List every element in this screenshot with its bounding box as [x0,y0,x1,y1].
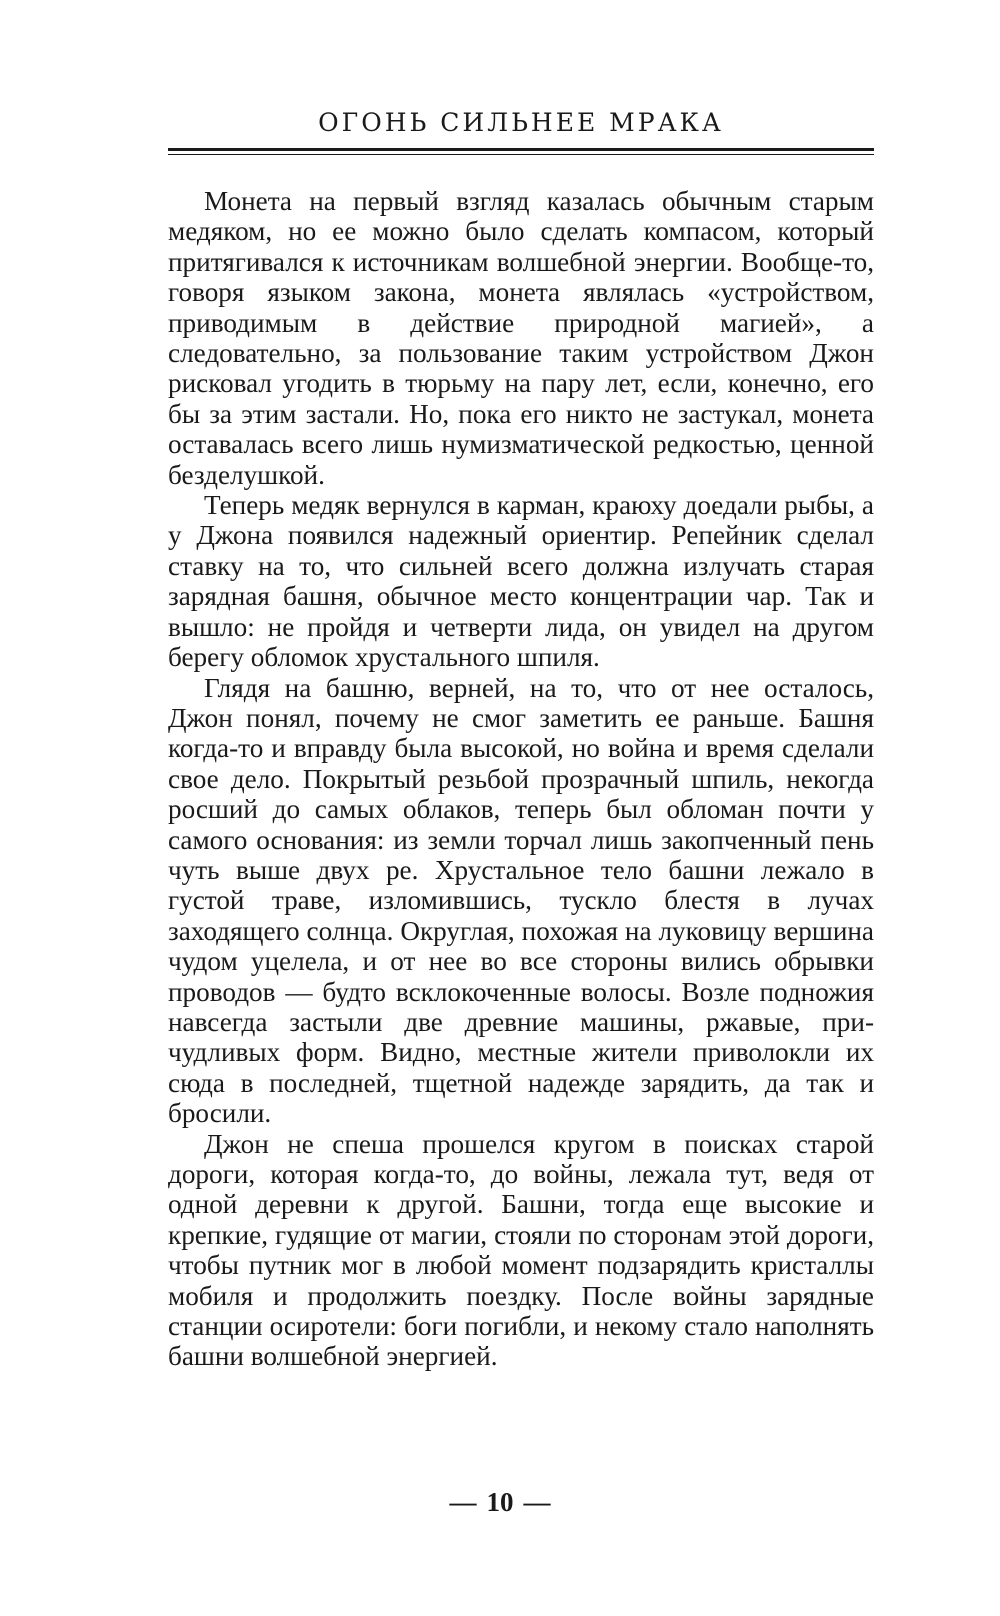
page-number: 10 [486,1487,514,1517]
folio-dash-left: — [449,1487,477,1517]
page-folio [0,1487,1000,1518]
header-rule-thick [168,148,874,151]
running-title: ОГОНЬ СИЛЬНЕЕ МРАКА [318,108,724,137]
folio-dash-right: — [523,1487,551,1517]
body-text [168,186,874,1372]
paragraph: Монета на первый взгляд казалась обычным старым медяком, но ее можно было сделать компасом, который притягивался к источникам волшебной энергии. Вообще-то, говоря языком закона, монета являлась «устройством, приводимым в действие природной магией», а следовательно, за пользование таким устройством Джон рисковал угодить в тюрьму на пару лет, если, конечно, его бы за этим застали. Но, пока его никто не застукал, монета оставалась всего лишь нумизматической редкостью, ценной безделушкой. [168,186,874,490]
paragraph: Теперь медяк вернулся в карман, краюху доедали рыбы, а у Джона появился надежный ориентир. Репейник сделал ставку на то, что сильней всего должна излучать старая зарядная башня, обычное место концентрации чар. Так и вышло: не пройдя и четверти лида, он увидел на другом берегу обломок хрустального шпиля. [168,490,874,673]
paragraph: Джон не спеша прошелся кругом в поисках старой дороги, которая когда-то, до войны, лежала тут, ведя от одной деревни к другой. Башни, тогда еще высокие и крепкие, гудящие от магии, стояли по сторонам этой дороги, чтобы путник мог в любой момент подзарядить кристаллы мобиля и продолжить поездку. После войны зарядные станции осиротели: боги погибли, и некому стало наполнять башни волшебной энергией. [168,1128,874,1372]
paragraph: Глядя на башню, верней, на то, что от нее осталось, Джон понял, почему не смог заметить ее раньше. Башня когда-то и вправду была высокой, но война и время сделали свое дело. Покрытый резьбой прозрачный шпиль, некогда росший до самых облаков, теперь был обломан почти у самого основания: из земли торчал лишь закопченный пень чуть выше двух ре. Хрустальное тело башни лежало в густой траве, изломившись, тускло блестя в лучах заходящего солнца. Округлая, похожая на луковицу вершина чудом уцелела, и от нее во все стороны вились обрывки проводов — будто всклокоченные волосы. Возле подножия навсегда застыли две древние машины, ржавые, причудливых форм. Видно, местные жители приволокли их сюда в последней, тщетной надежде зарядить, да так и бросили. [168,672,874,1129]
header-rule-thin [168,154,874,155]
